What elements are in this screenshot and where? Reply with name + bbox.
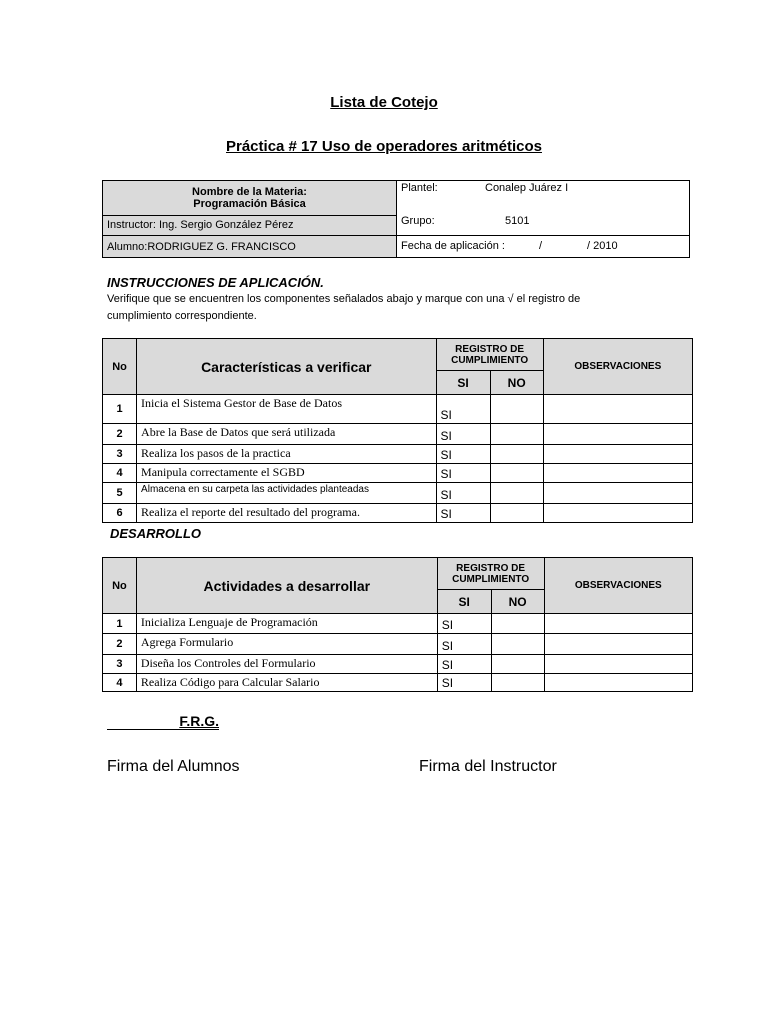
row-number: 1 (103, 614, 137, 634)
student-signature-label: Firma del Alumnos (107, 758, 240, 775)
no-check-cell[interactable] (491, 634, 544, 655)
no-check-cell[interactable] (490, 464, 543, 483)
col-activities-header: Actividades a desarrollar (136, 558, 437, 614)
row-number: 3 (103, 445, 137, 464)
registro-line-1: REGISTRO DE (455, 343, 525, 355)
si-check-cell[interactable]: SI (437, 674, 491, 692)
row-text: Inicia el Sistema Gestor de Base de Datos (137, 395, 437, 424)
no-check-cell[interactable] (490, 395, 543, 424)
row-number: 4 (103, 674, 137, 692)
practice-subtitle: Práctica # 17 Uso de operadores aritméticos (226, 138, 542, 155)
observation-cell[interactable] (543, 483, 692, 504)
si-check-cell[interactable]: SI (437, 614, 491, 634)
instructions-heading: INSTRUCCIONES DE APLICACIÓN. (107, 275, 324, 290)
si-check-cell[interactable]: SI (436, 395, 490, 424)
no-check-cell[interactable] (491, 674, 544, 692)
desarrollo-heading: DESARROLLO (110, 526, 201, 541)
table-row (103, 504, 693, 523)
observation-cell[interactable] (543, 424, 692, 445)
observation-cell[interactable] (543, 445, 692, 464)
plantel-label: Plantel: (401, 182, 438, 194)
row-text: Abre la Base de Datos que será utilizada (137, 424, 437, 445)
si-check-cell[interactable]: SI (436, 424, 490, 445)
materia-cell (103, 181, 397, 216)
no-check-cell[interactable] (490, 504, 543, 523)
row-number: 6 (103, 504, 137, 523)
row-text: Inicializa Lenguaje de Programación (136, 614, 437, 634)
col-no-header: No (103, 558, 137, 614)
si-check-cell[interactable]: SI (437, 634, 491, 655)
col-no-check-header: NO (490, 371, 543, 395)
verification-table (102, 338, 693, 523)
fecha-cell (397, 236, 690, 258)
col-observaciones-header: OBSERVACIONES (544, 558, 692, 614)
document-title: Lista de Cotejo (330, 94, 438, 111)
col-no-header: No (103, 339, 137, 395)
table-row (103, 445, 693, 464)
no-check-cell[interactable] (491, 655, 544, 674)
plantel-value: Conalep Juárez I (485, 182, 569, 194)
row-number: 2 (103, 424, 137, 445)
observation-cell[interactable] (544, 655, 692, 674)
row-text: Almacena en su carpeta las actividades planteadas (137, 483, 437, 504)
instructions-line-2: cumplimiento correspondiente. (107, 310, 257, 322)
col-si-header: SI (436, 371, 490, 395)
info-table (102, 180, 690, 258)
col-characteristics-header: Características a verificar (137, 339, 437, 395)
col-si-header: SI (437, 590, 491, 614)
instructor-cell: Instructor: Ing. Sergio González Pérez (103, 215, 397, 235)
signature-initials: F.R.G. (107, 713, 219, 730)
fecha-label: Fecha de aplicación : (401, 239, 505, 252)
row-text: Manipula correctamente el SGBD (137, 464, 437, 483)
table-row (103, 464, 693, 483)
col-registro-header (437, 558, 544, 590)
table-row (103, 614, 693, 634)
registro-line-2: CUMPLIMIENTO (451, 354, 529, 366)
materia-value: Programación Básica (193, 197, 306, 210)
observation-cell[interactable] (544, 634, 692, 655)
row-text: Realiza el reporte del resultado del programa. (137, 504, 437, 523)
registro-line-1: REGISTRO DE (456, 562, 526, 574)
col-registro-header (436, 339, 543, 371)
activities-table (102, 557, 693, 692)
table-row (103, 674, 693, 692)
no-check-cell[interactable] (490, 483, 543, 504)
no-check-cell[interactable] (490, 424, 543, 445)
col-observaciones-header: OBSERVACIONES (543, 339, 692, 395)
table-row (103, 395, 693, 424)
observation-cell[interactable] (544, 614, 692, 634)
si-check-cell[interactable]: SI (436, 483, 490, 504)
row-number: 2 (103, 634, 137, 655)
observation-cell[interactable] (543, 504, 692, 523)
col-no-check-header: NO (491, 590, 544, 614)
registro-line-2: CUMPLIMIENTO (452, 573, 530, 585)
observation-cell[interactable] (543, 395, 692, 424)
instructions-line-1: Verifique que se encuentren los componentes señalados abajo y marque con una √ el registro de (107, 293, 581, 305)
fecha-slash-1: / (539, 239, 543, 252)
no-check-cell[interactable] (490, 445, 543, 464)
row-number: 5 (103, 483, 137, 504)
materia-label: Nombre de la Materia: (192, 185, 307, 198)
grupo-value: 5101 (505, 215, 530, 227)
observation-cell[interactable] (544, 674, 692, 692)
row-text: Diseña los Controles del Formulario (136, 655, 437, 674)
row-text: Agrega Formulario (136, 634, 437, 655)
si-check-cell[interactable]: SI (436, 464, 490, 483)
table-row (103, 634, 693, 655)
si-check-cell[interactable]: SI (436, 504, 490, 523)
row-text: Realiza Código para Calcular Salario (136, 674, 437, 692)
plantel-grupo-cell (397, 181, 690, 236)
instructor-signature-label: Firma del Instructor (419, 758, 557, 775)
table-row (103, 655, 693, 674)
row-number: 3 (103, 655, 137, 674)
observation-cell[interactable] (543, 464, 692, 483)
si-check-cell[interactable]: SI (436, 445, 490, 464)
fecha-slash-2: / 2010 (587, 239, 618, 252)
table-row (103, 424, 693, 445)
grupo-label: Grupo: (401, 215, 435, 227)
row-number: 1 (103, 395, 137, 424)
row-text: Realiza los pasos de la practica (137, 445, 437, 464)
no-check-cell[interactable] (491, 614, 544, 634)
table-row (103, 483, 693, 504)
si-check-cell[interactable]: SI (437, 655, 491, 674)
alumno-cell: Alumno:RODRIGUEZ G. FRANCISCO (103, 236, 397, 258)
row-number: 4 (103, 464, 137, 483)
